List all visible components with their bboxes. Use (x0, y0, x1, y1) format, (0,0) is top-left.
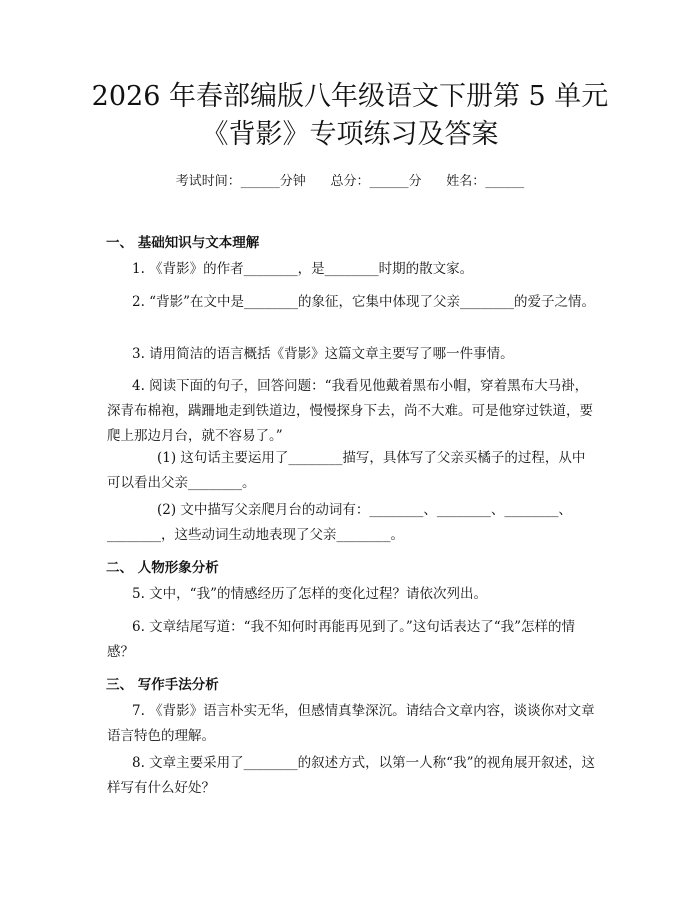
question-2: 2. “背影”在文中是________的象征，它集中体现了父亲________的爱子之情。 (132, 294, 595, 310)
section-heading-1: 一、 基础知识与文本理解 (106, 235, 260, 251)
page-title-line2: 《背影》专项练习及答案 (201, 119, 499, 150)
question-4-sub-2: (2) 文中描写父亲爬月台的动词有：________、________、________、________，这些动词生动地表现了父亲________。 (107, 502, 572, 543)
exam-info-line: 考试时间：______分钟 总分：______分 姓名：______ (175, 174, 525, 189)
question-5: 5. 文中，“我”的情感经历了怎样的变化过程？请依次列出。 (132, 586, 487, 602)
question-4-sub-1: (1) 这句话主要运用了________描写，具体写了父亲买橘子的过程，从中可以看出父亲________。 (107, 450, 586, 491)
question-6: 6. 文章结尾写道：“我不知何时再能再见到了。”这句话表达了“我”怎样的情感？ (107, 619, 576, 660)
question-1: 1. 《背影》的作者________，是________时期的散文家。 (132, 261, 474, 277)
question-8: 8. 文章主要采用了________的叙述方式，以第一人称“我”的视角展开叙述，这样写有什么好处？ (107, 755, 595, 796)
section-heading-3: 三、 写作手法分析 (106, 677, 219, 693)
question-4: 4. 阅读下面的句子，回答问题：“我看见他戴着黑布小帽，穿着黑布大马褂，深青布棉袍，蹒跚地走到铁道边，慢慢探身下去，尚不大难。可是他穿过铁道，要爬上那边月台，就不容易了。” (107, 378, 593, 444)
question-3: 3. 请用简洁的语言概括《背影》这篇文章主要写了哪一件事情。 (132, 346, 514, 362)
page-title-line1: 2026 年春部编版八年级语文下册第 5 单元 (91, 81, 609, 112)
question-7: 7. 《背影》语言朴实无华，但感情真挚深沉。请结合文章内容，谈谈你对文章语言特色的理解。 (107, 703, 595, 744)
section-heading-2: 二、 人物形象分析 (106, 560, 219, 576)
